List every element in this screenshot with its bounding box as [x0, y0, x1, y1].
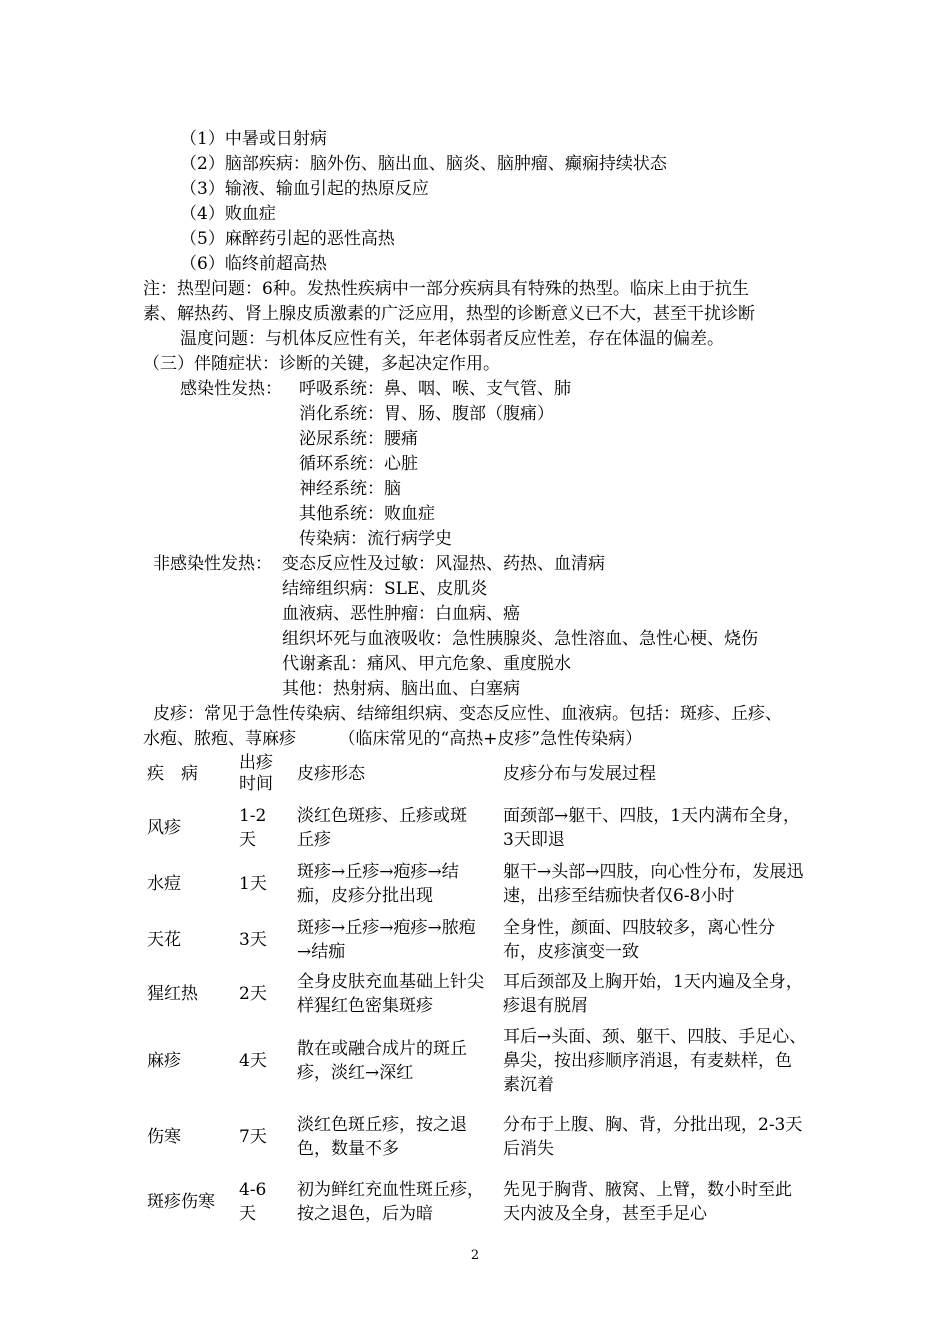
table-cell: 天花	[147, 930, 181, 950]
table-row	[143, 912, 817, 968]
list-item: （1）中暑或日射病	[180, 129, 327, 149]
table-cell-text: 躯干→头部→四肢，向心性分布，发展迅速，出疹至结痂快者仅6-8小时	[503, 862, 804, 906]
table-cell	[293, 968, 499, 1020]
table-cell-text: 初为鲜红充血性斑丘疹，按之退色，后为暗	[297, 1180, 484, 1224]
column-header: 疾 病	[147, 764, 198, 784]
table-cell	[143, 1172, 235, 1232]
section-heading: （三）伴随症状：诊断的关键，多起决定作用。	[143, 354, 500, 374]
table-cell-text: 淡红色斑丘疹，按之退色，数量不多	[297, 1115, 467, 1159]
infectious-item: 神经系统：脑	[299, 479, 401, 499]
note-line: 素、解热药、肾上腺皮质激素的广泛应用，热型的诊断意义已不大，甚至干扰诊断	[143, 304, 755, 324]
table-cell-text: 先见于胸背、腋窝、上臂，数小时至此天内波及全身，甚至手足心	[503, 1180, 792, 1224]
page-number: 2	[470, 1248, 480, 1263]
column-header	[235, 748, 293, 800]
table-cell	[499, 912, 817, 968]
table-row	[143, 856, 817, 912]
table-cell	[293, 856, 499, 912]
table-cell-text: 全身皮肤充血基础上针尖样猩红色密集斑疹	[297, 972, 484, 1016]
table-cell-text: 1-2天	[239, 806, 267, 850]
list-item: （6）临终前超高热	[180, 254, 327, 274]
list-item: （2）脑部疾病：脑外伤、脑出血、脑炎、脑肿瘤、癫痫持续状态	[180, 154, 667, 174]
table-cell-text: 耳后颈部及上胸开始，1天内遍及全身，疹退有脱屑	[503, 972, 803, 1016]
table-cell	[499, 1102, 817, 1172]
table-cell: 风疹	[147, 818, 181, 838]
column-header-text: 出疹时间	[239, 753, 273, 794]
table-row	[143, 1172, 817, 1232]
table-cell	[499, 856, 817, 912]
list-item: （4）败血症	[180, 204, 276, 224]
rash-table	[143, 748, 817, 1232]
column-header: 皮疹分布与发展过程	[503, 764, 656, 784]
table-cell	[235, 800, 293, 856]
rash-line: 皮疹：常见于急性传染病、结缔组织病、变态反应性、血液病。包括：斑疹、丘疹、	[153, 704, 782, 724]
list-item: （5）麻醉药引起的恶性高热	[180, 229, 395, 249]
table-cell-text: 斑疹→丘疹→疱疹→脓疱→结痂	[297, 918, 476, 962]
table-cell	[499, 800, 817, 856]
table-cell	[293, 1020, 499, 1102]
table-cell-text: 耳后→头面、颈、躯干、四肢、手足心、鼻尖，按出疹顺序消退，有麦麸样，色素沉着	[503, 1027, 807, 1095]
table-cell: 4天	[239, 1051, 267, 1071]
table-cell: 猩红热	[147, 984, 198, 1004]
table-cell-text: 全身性，颜面、四肢较多，离心性分布，皮疹演变一致	[503, 918, 775, 962]
noninfectious-item: 组织坏死与血液吸收：急性胰腺炎、急性溶血、急性心梗、烧伤	[282, 629, 758, 649]
noninfectious-item: 代谢紊乱：痛风、甲亢危象、重度脱水	[282, 654, 571, 674]
table-cell	[293, 800, 499, 856]
infectious-label: 感染性发热：	[180, 379, 282, 399]
infectious-item: 传染病：流行病学史	[299, 529, 452, 549]
table-cell	[293, 1102, 499, 1172]
list-item: （3）输液、输血引起的热原反应	[180, 179, 429, 199]
table-cell: 伤寒	[147, 1127, 181, 1147]
infectious-item: 呼吸系统：鼻、咽、喉、支气管、肺	[299, 379, 571, 399]
table-cell	[499, 968, 817, 1020]
table-cell: 水痘	[147, 874, 181, 894]
noninfectious-item: 血液病、恶性肿瘤：白血病、癌	[282, 604, 520, 624]
table-cell-text: 斑疹→丘疹→疱疹→结痂，皮疹分批出现	[297, 862, 459, 906]
note-line: 注：热型问题：6种。发热性疾病中一部分疾病具有特殊的热型。临床上由于抗生	[143, 279, 749, 299]
table-cell	[499, 1020, 817, 1102]
noninfectious-item: 其他：热射病、脑出血、白塞病	[282, 679, 520, 699]
table-cell: 7天	[239, 1127, 267, 1147]
table-cell	[293, 912, 499, 968]
noninfectious-item: 变态反应性及过敏：风湿热、药热、血清病	[282, 554, 605, 574]
table-cell: 3天	[239, 930, 267, 950]
table-cell: 麻疹	[147, 1051, 181, 1071]
rash-line: 水疱、脓疱、荨麻疹 （临床常见的“高热+皮疹”急性传染病）	[143, 729, 643, 749]
table-cell: 1天	[239, 874, 267, 894]
table-row	[143, 1020, 817, 1102]
table-cell: 2天	[239, 984, 267, 1004]
table-row	[143, 800, 817, 856]
table-cell	[235, 1172, 293, 1232]
infectious-item: 循环系统：心脏	[299, 454, 418, 474]
table-cell-text: 淡红色斑疹、丘疹或斑丘疹	[297, 806, 467, 850]
table-row	[143, 1102, 817, 1172]
infectious-item: 消化系统：胃、肠、腹部（腹痛）	[299, 404, 554, 424]
table-cell-text: 分布于上腹、胸、背，分批出现，2-3天后消失	[503, 1115, 803, 1159]
table-row	[143, 968, 817, 1020]
infectious-item: 其他系统：败血症	[299, 504, 435, 524]
noninfectious-label: 非感染性发热：	[153, 554, 272, 574]
table-header-row	[143, 748, 817, 800]
table-cell	[293, 1172, 499, 1232]
table-cell-text: 4-6天	[239, 1180, 267, 1224]
table-cell-text: 面颈部→躯干、四肢，1天内满布全身，3天即退	[503, 806, 801, 850]
noninfectious-item: 结缔组织病：SLE、皮肌炎	[282, 579, 488, 599]
table-cell	[499, 1172, 817, 1232]
column-header: 皮疹形态	[297, 764, 365, 784]
temperature-note: 温度问题：与机体反应性有关，年老体弱者反应性差，存在体温的偏差。	[180, 329, 724, 349]
infectious-item: 泌尿系统：腰痛	[299, 429, 418, 449]
table-cell-text: 斑疹伤寒	[147, 1192, 215, 1212]
table-cell-text: 散在或融合成片的斑丘疹，淡红→深红	[297, 1039, 467, 1083]
